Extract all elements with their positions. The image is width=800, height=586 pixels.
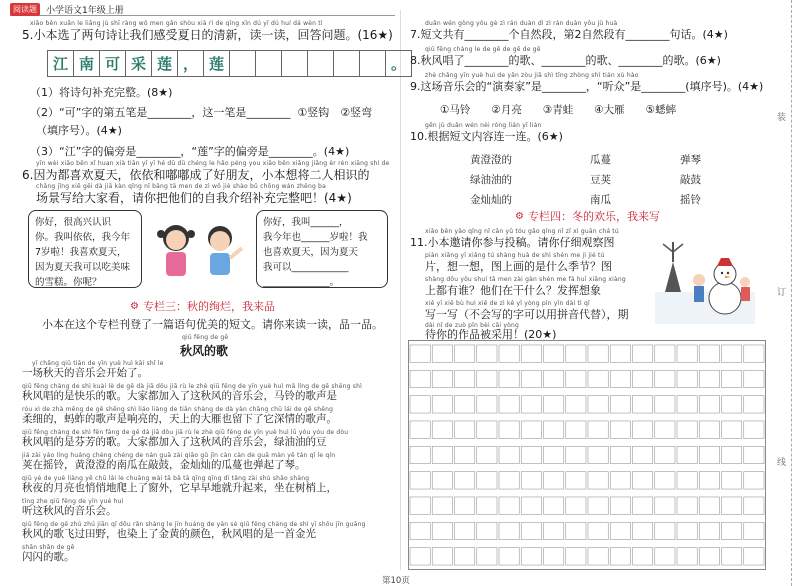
writing-cell[interactable] [543,396,563,413]
q9-options: ①马铃 ②月亮 ③青蛙 ④大雁 ⑤蟋蟀 [440,104,677,116]
writing-cell[interactable] [499,522,519,539]
q10-text: 10.根据短文内容连一连。(6★) [410,130,563,143]
writing-cell[interactable] [477,446,497,463]
writing-cell[interactable] [521,522,541,539]
reading-pinyin: yī chǎng qiū tiān de yīn yuè huì kāi shǐ le [32,360,164,367]
q5-sub1: （1）将诗句补充完整。(8★) [30,86,173,99]
children-illustration-icon [148,210,248,290]
match-item[interactable]: 敲鼓 [680,174,701,186]
reading-line: 闪闪的歌。 [22,551,75,563]
writing-cell[interactable] [610,548,630,565]
reading-pinyin: qiū fēng chàng de shì kuài lè de gē dà jiā dōu jiā rù le zhè qiū fēng de yīn yuè huì mǎ líng de gē shēng shì [22,383,362,390]
reading-line: 一场秋天的音乐会开始了。 [22,367,148,379]
writing-cell[interactable] [632,446,652,463]
bubble-line: 因为夏天我可以吃美味 [35,262,131,273]
poem-cell[interactable] [359,50,386,77]
writing-cell[interactable] [632,548,652,565]
writing-cell[interactable] [721,370,741,387]
writing-cell[interactable] [477,421,497,438]
writing-cell[interactable] [432,522,452,539]
match-item[interactable]: 弹琴 [680,154,701,166]
writing-cell[interactable] [721,548,741,565]
gear-icon: ⚙ [515,210,524,222]
q6-pinyin-2: chǎng jǐng xiě gěi dà jiā kàn qǐng nǐ bāng tā men de zì wǒ jiè shào bǔ chōng wán zhěng ba [36,183,326,190]
q11-pinyin: xiě yī xiě bù huì xiě de zì kě yǐ yòng pīn yīn dài tì qī [425,300,590,307]
writing-cell[interactable] [543,421,563,438]
writing-cell[interactable] [410,497,430,514]
writing-cell[interactable] [499,497,519,514]
writing-cell[interactable] [454,396,474,413]
writing-cell[interactable] [721,522,741,539]
side-char-1: 装 [776,113,786,123]
writing-cell[interactable] [566,522,586,539]
writing-cell[interactable] [477,548,497,565]
bubble-line: 你。我叫依依，我今年 [35,232,131,243]
q8-text: 8.秋风唱了________的歌、________的歌、________的歌。(6★) [410,54,721,67]
poem-cell: 可 [99,50,126,77]
writing-cell[interactable] [588,345,608,362]
writing-cell[interactable] [521,472,541,489]
writing-cell[interactable] [744,497,764,514]
q11-pinyin: xiǎo běn yāo qǐng nǐ cān yǔ tóu gǎo qǐng nǐ zǐ xì guān chá tú [425,228,619,235]
writing-cell[interactable] [454,345,474,362]
poem-cell: 。 [385,50,412,77]
q11-line: 11.小本邀请你参与投稿。请你仔细观察图 [410,236,615,249]
q11-line: 待你的作品被采用！(20★) [425,328,557,341]
writing-cell[interactable] [699,522,719,539]
bubble-line[interactable]: 我可以____________ [263,262,349,273]
writing-cell[interactable] [499,345,519,362]
writing-cell[interactable] [721,472,741,489]
section4-header [515,208,660,224]
writing-cell[interactable] [632,472,652,489]
writing-cell[interactable] [566,472,586,489]
writing-cell[interactable] [454,497,474,514]
match-item[interactable]: 南瓜 [590,194,611,206]
writing-cell[interactable] [655,522,675,539]
writing-cell[interactable] [432,497,452,514]
q6-pinyin-1: yīn wèi xiǎo běn xǐ huan xià tiān yī yī hé dū dū chéng le hǎo péng you xiǎo běn xiǎng jiāng èr rén xiāng shí de [36,160,390,167]
writing-cell[interactable] [699,345,719,362]
writing-cell[interactable] [521,396,541,413]
writing-cell[interactable] [566,370,586,387]
poem-cell[interactable] [229,50,256,77]
writing-cell[interactable] [610,446,630,463]
writing-cell[interactable] [632,396,652,413]
writing-cell[interactable] [699,497,719,514]
reading-pinyin: qiū fēng de gē zhú zhú jiān qǐ dōu rǎn shàng le jīn huáng de yán sè qiū fēng chàng de shì yī shǒu jīn guāng [22,521,366,528]
writing-cell[interactable] [721,421,741,438]
match-item[interactable]: 金灿灿的 [470,194,512,206]
writing-grid[interactable] [408,340,766,570]
section3-intro: 小本在这个专栏刊登了一篇语句优美的短文。请你来读一读，品一品。 [42,318,383,331]
section3-title: 专栏三：秋的绚烂，我来品 [142,300,275,313]
writing-cell[interactable] [699,396,719,413]
poem-grid [47,50,411,77]
reading-line: 秋风唱的是芬芳的歌。大家都加入了这秋风的音乐会，绿油油的豆 [22,436,327,448]
match-col-3 [680,150,701,210]
writing-cell[interactable] [721,446,741,463]
writing-cell[interactable] [566,446,586,463]
header-title: 小学语文1年级上册 [46,6,124,16]
poem-cell: 采 [125,50,152,77]
section3-header [130,298,275,314]
reading-line: 听这秋风的音乐会。 [22,505,117,517]
reading-line: 荚在摇铃，黄澄澄的南瓜在敲鼓，金灿灿的瓜蔓也弹起了琴。 [22,459,306,471]
writing-cell[interactable] [543,472,563,489]
writing-cell[interactable] [677,370,697,387]
reading-line: 秋风的歌飞过田野，也染上了金黄的颜色，秋风唱的是一首金光 [22,528,316,540]
writing-cell[interactable] [410,396,430,413]
poem-cell: 莲 [151,50,178,77]
writing-cell[interactable] [454,522,474,539]
writing-cell[interactable] [610,396,630,413]
writing-cell[interactable] [521,446,541,463]
writing-cell[interactable] [499,548,519,565]
writing-cell[interactable] [410,421,430,438]
writing-cell[interactable] [521,497,541,514]
q9-text: 9.这场音乐会的“演奏家”是________，“听众”是________(填序号)。(4★) [410,80,764,93]
reading-pinyin: jiá zài yáo líng huáng chéng chéng de nán guā zài qiāo gǔ jīn càn càn de guā màn yě tán qǐ le qín [22,452,336,459]
writing-cell[interactable] [410,446,430,463]
writing-cell[interactable] [521,345,541,362]
writing-cell[interactable] [432,345,452,362]
writing-cell[interactable] [699,446,719,463]
writing-cell[interactable] [721,345,741,362]
q8-pinyin: qiū fēng chàng le de gē de gē de gē [425,46,541,53]
reading-pinyin: qiū yè de yuè liàng yě chū lái le chuāng wài tā bǎ tā qīng qīng dì tǎng zài shù shāo shàng [22,475,310,482]
q11-line: 片，想一想，图上画的是什么季节？图 [425,260,612,273]
story-title: 秋风的歌 [180,344,229,358]
q5-sub3: （3）“江”字的偏旁是________，“莲”字的偏旁是________。(4★) [30,145,350,158]
writing-cell[interactable] [477,497,497,514]
section4-title: 专栏四：冬的欢乐，我来写 [527,210,660,223]
writing-cell[interactable] [477,472,497,489]
writing-cell[interactable] [499,370,519,387]
writing-cell[interactable] [521,370,541,387]
speech-bubble-dudu [256,210,388,288]
writing-cell[interactable] [744,396,764,413]
writing-cell[interactable] [721,497,741,514]
q6-line1: 6.因为都喜欢夏天，依依和嘟嘟成了好朋友，小本想将二人相识的 [22,168,370,182]
writing-cell[interactable] [632,345,652,362]
poem-cell[interactable] [333,50,360,77]
writing-cell[interactable] [744,345,764,362]
writing-cell[interactable] [610,421,630,438]
story-title-pinyin: qiū fēng de gē [182,334,229,341]
writing-cell[interactable] [566,497,586,514]
writing-cell[interactable] [588,396,608,413]
writing-cell[interactable] [588,370,608,387]
writing-cell[interactable] [543,345,563,362]
writing-cell[interactable] [543,370,563,387]
writing-cell[interactable] [432,370,452,387]
reading-pinyin: qiū fēng chàng de shì fēn fāng de gē dà jiā dōu jiā rù le zhè qiū fēng de yīn yuè huì lǜ yóu yóu de dòu [22,429,349,436]
writing-cell[interactable] [677,472,697,489]
writing-cell[interactable] [543,497,563,514]
q5-sub2-text: （2）“可”字的第五笔是________，这一笔是________ [30,106,291,119]
q11-line: 上都有谁？他们在干什么？发挥想象 [425,284,601,297]
side-char-2: 订 [776,288,786,298]
writing-cell[interactable] [543,548,563,565]
writing-cell[interactable] [454,548,474,565]
writing-cell[interactable] [410,548,430,565]
writing-cell[interactable] [655,370,675,387]
writing-cell[interactable] [454,472,474,489]
writing-cell[interactable] [655,421,675,438]
writing-cell[interactable] [655,548,675,565]
poem-cell: ， [177,50,204,77]
match-col-1 [470,150,512,210]
match-item[interactable]: 绿油油的 [470,174,512,186]
poem-cell: 莲 [203,50,230,77]
writing-cell[interactable] [610,472,630,489]
writing-cell[interactable] [655,497,675,514]
binding-line [791,0,792,586]
header-badge: 阅读题 [10,3,40,16]
bubble-line: 你好，很高兴认识 [35,217,112,228]
writing-cell[interactable] [588,472,608,489]
writing-cell[interactable] [588,446,608,463]
page-number: 第10页 [382,576,410,586]
speech-bubble-yiyi [28,210,142,288]
writing-cell[interactable] [677,345,697,362]
writing-cell[interactable] [454,446,474,463]
q10-pinyin: gēn jù duǎn wén nèi róng lián yī lián [425,122,542,129]
writing-cell[interactable] [744,472,764,489]
writing-cell[interactable] [677,446,697,463]
writing-cell[interactable] [677,522,697,539]
bubble-line[interactable]: ______________。 [263,277,340,288]
writing-cell[interactable] [655,446,675,463]
writing-cell[interactable] [477,396,497,413]
writing-cell[interactable] [677,548,697,565]
reading-pinyin: tīng zhe qiū fēng de yīn yuè huì [22,498,124,505]
writing-cell[interactable] [655,472,675,489]
q11-line: 写一写（不会写的字可以用拼音代替），期 [425,308,629,321]
bubble-line: 7岁啦！我喜欢夏天， [35,247,127,258]
writing-cell[interactable] [744,548,764,565]
bubble-line: 也喜欢夏天，因为夏天 [263,247,359,258]
header [10,3,124,16]
q9-pinyin: zhè chǎng yīn yuè huì de yǎn zòu jiā shì tīng zhòng shì tián xù hào [425,72,639,79]
writing-cell[interactable] [499,396,519,413]
bubble-line[interactable]: 你好，我叫______， [263,217,349,228]
poem-cell[interactable] [255,50,282,77]
gear-icon: ⚙ [130,300,139,312]
writing-cell[interactable] [655,396,675,413]
q6-line2: 场景写给大家看，请你把他们的自我介绍补充完整吧！(4★) [36,191,352,205]
writing-cell[interactable] [632,370,652,387]
writing-cell[interactable] [543,522,563,539]
writing-cell[interactable] [677,497,697,514]
q7-text: 7.短文共有________个自然段，第2自然段有________句话。(4★) [410,28,728,41]
writing-cell[interactable] [632,421,652,438]
reading-pinyin: róu xì de zhà měng de gē shēng shì liáo liàng de tiān shàng de dà yàn chāng chū lái de gē shēng [22,406,334,413]
writing-cell[interactable] [499,446,519,463]
bubble-line: 的雪糕。你呢？ [35,277,102,288]
reading-pinyin: shǎn shǎn de gē [22,544,75,551]
writing-cell[interactable] [521,421,541,438]
q5-text: 5.小本选了两句诗让我们感受夏日的清新，读一读，回答问题。(16★) [22,28,393,42]
poem-cell[interactable] [281,50,308,77]
match-item[interactable]: 黄澄澄的 [470,154,512,166]
writing-cell[interactable] [721,396,741,413]
q11-pinyin: shàng dōu yǒu shuí tā men zài gàn shén me fā huī xiǎng xiàng [425,276,626,283]
writing-cell[interactable] [410,370,430,387]
writing-cell[interactable] [432,396,452,413]
writing-cell[interactable] [432,472,452,489]
writing-cell[interactable] [610,370,630,387]
match-col-2 [590,150,611,210]
writing-cell[interactable] [477,345,497,362]
writing-cell[interactable] [744,370,764,387]
match-item[interactable]: 豆荚 [590,174,611,186]
writing-cell[interactable] [432,446,452,463]
writing-cell[interactable] [499,421,519,438]
writing-cell[interactable] [588,421,608,438]
writing-cell[interactable] [432,548,452,565]
writing-cell[interactable] [677,421,697,438]
q5-sub2-options: ①竖钩 ②竖弯 [297,106,373,119]
q5-sub2b: （填序号）。(4★) [36,124,122,137]
writing-cell[interactable] [454,370,474,387]
writing-cell[interactable] [454,421,474,438]
writing-cell[interactable] [588,548,608,565]
writing-cell[interactable] [632,497,652,514]
writing-cell[interactable] [744,522,764,539]
writing-cell[interactable] [410,472,430,489]
poem-cell: 江 [47,50,74,77]
winter-scene-illustration-icon [655,232,755,324]
writing-cell[interactable] [699,548,719,565]
reading-line: 柔细的，蚂蚱的歌声是响亮的，天上的大雁也留下了它深情的歌声。 [22,413,337,425]
writing-cell[interactable] [543,446,563,463]
writing-cell[interactable] [566,548,586,565]
writing-cell[interactable] [588,522,608,539]
writing-cell[interactable] [655,345,675,362]
writing-cell[interactable] [699,421,719,438]
writing-cell[interactable] [410,522,430,539]
q11-pinyin: dài nǐ de zuò pǐn bèi cǎi yòng [425,322,520,329]
writing-cell[interactable] [744,421,764,438]
poem-cell[interactable] [307,50,334,77]
writing-cell[interactable] [477,522,497,539]
writing-cell[interactable] [744,446,764,463]
writing-cell[interactable] [499,472,519,489]
match-item[interactable]: 摇铃 [680,194,701,206]
q5-pinyin: xiǎo běn xuǎn le liǎng jù shī ràng wǒ men gǎn shòu xià rì de qīng xīn dú yī dú huí dá wèn tí [30,20,323,27]
writing-cell[interactable] [566,345,586,362]
q11-pinyin: piàn xiǎng yī xiǎng tú shàng huà de shì shén me jì jié tú [425,252,605,259]
writing-cell[interactable] [410,345,430,362]
writing-cell[interactable] [699,472,719,489]
q5-sub2 [30,106,372,119]
poem-cell: 南 [73,50,100,77]
writing-cell[interactable] [566,396,586,413]
reading-line: 秋夜的月亮也悄悄地爬上了窗外，它早早地就升起来，坐在树梢上， [22,482,337,494]
writing-cell[interactable] [521,548,541,565]
writing-cell[interactable] [588,497,608,514]
reading-line: 秋风唱的是快乐的歌。大家都加入了这秋风的音乐会，马铃的歌声是 [22,390,337,402]
match-item[interactable]: 瓜蔓 [590,154,611,166]
writing-cell[interactable] [610,345,630,362]
writing-cell[interactable] [610,497,630,514]
writing-cell[interactable] [477,370,497,387]
writing-cell[interactable] [632,522,652,539]
writing-cell[interactable] [699,370,719,387]
writing-cell[interactable] [432,421,452,438]
side-char-3: 线 [776,458,786,468]
bubble-line[interactable]: 我今年也______岁啦！我 [263,232,368,243]
writing-cell[interactable] [610,522,630,539]
q7-pinyin: duǎn wén gòng yǒu gè zì rán duàn dì zì rán duàn yǒu jù huà [425,20,618,27]
page-divider [400,10,401,570]
writing-cell[interactable] [677,396,697,413]
writing-cell[interactable] [566,421,586,438]
